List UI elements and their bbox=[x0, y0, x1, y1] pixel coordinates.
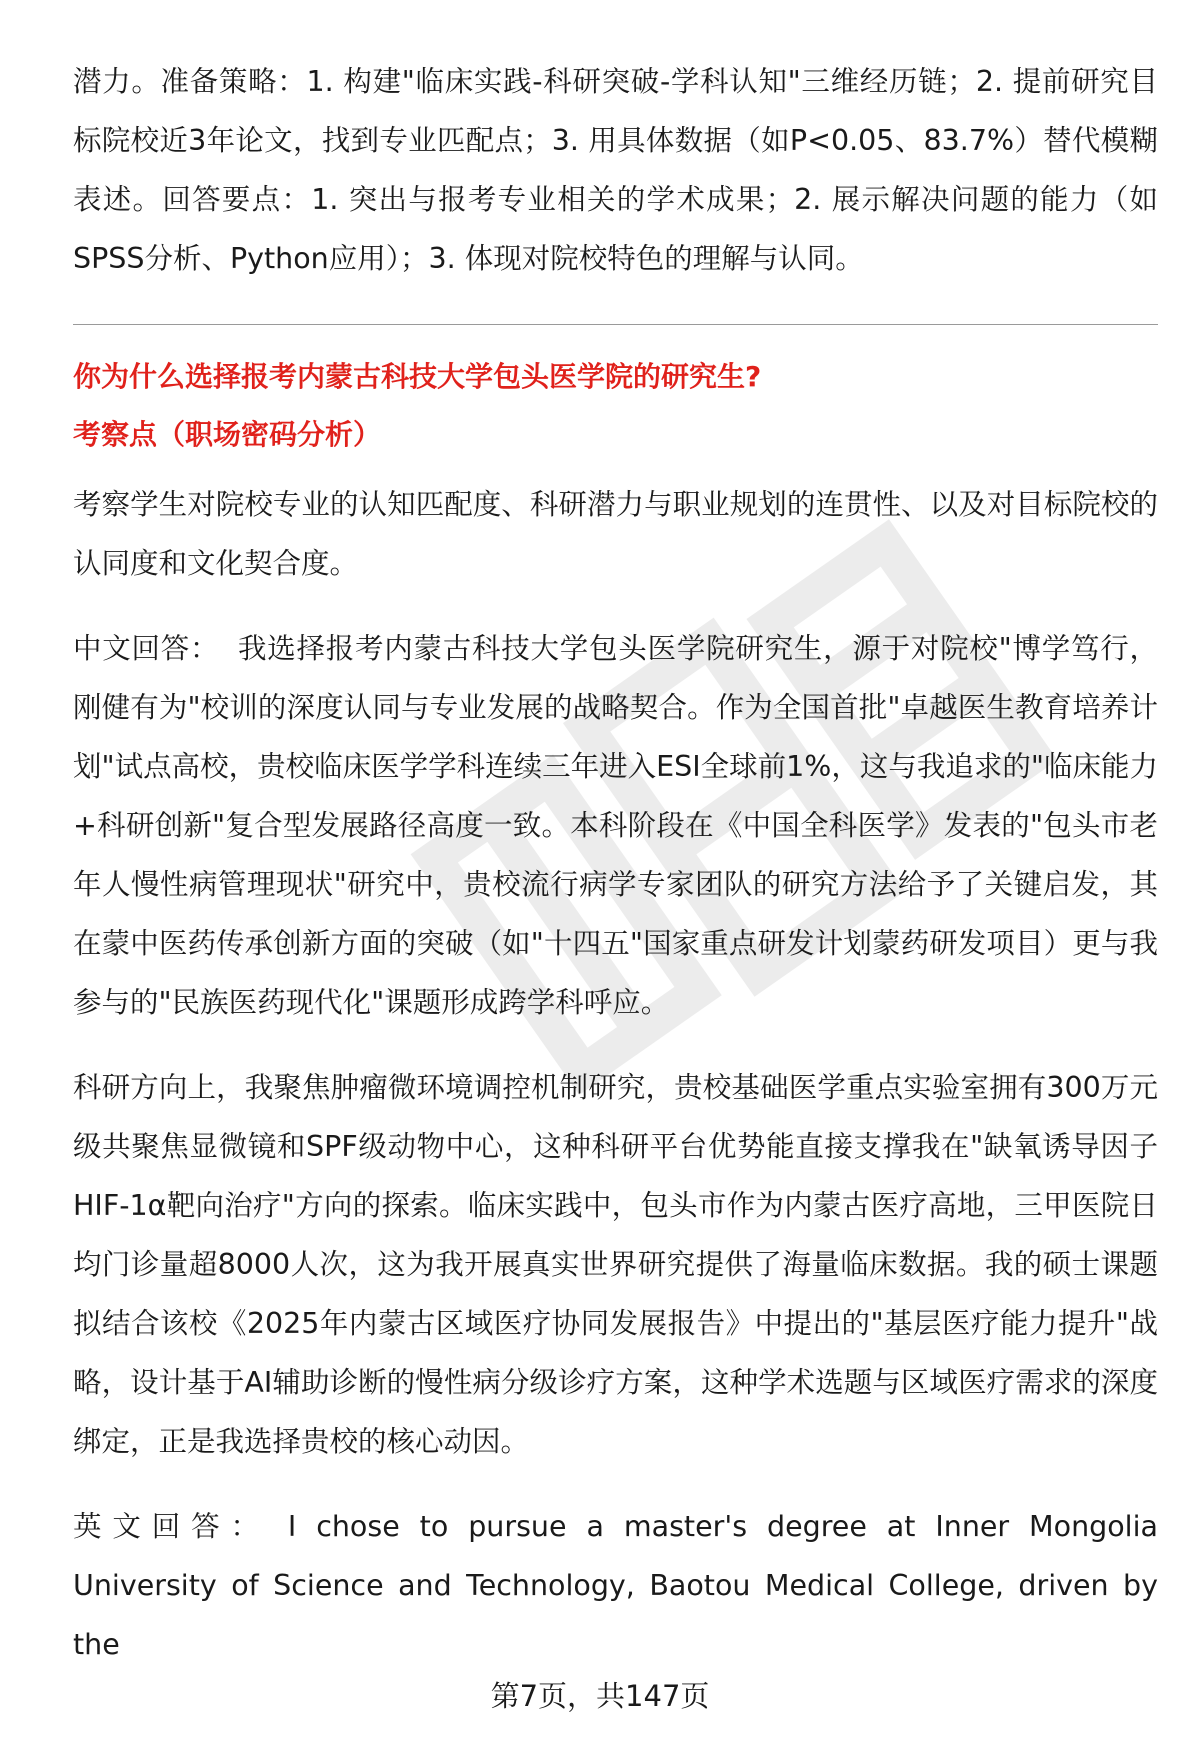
english-answer-label: 英文回答： bbox=[73, 1510, 270, 1543]
document-body bbox=[73, 52, 1158, 1674]
intro-paragraph: 潜力。准备策略：1. 构建"临床实践-科研突破-学科认知"三维经历链；2. 提前研究目标院校近3年论文，找到专业匹配点；3. 用具体数据（如P<0.05、83.7%）替代模糊表述。回答要点：1. 突出与报考专业相关的学术成果；2. 展示解决问题的能力（如SPSS分析、Python应用）；3. 体现对院校特色的理解与认同。 bbox=[73, 65, 1158, 275]
english-answer-paragraph bbox=[73, 1497, 1158, 1674]
chinese-answer-text-1: 我选择报考内蒙古科技大学包头医学院研究生，源于对院校"博学笃行，刚健有为"校训的深度认同与专业发展的战略契合。作为全国首批"卓越医生教育培养计划"试点高校，贵校临床医学学科连续三年进入ESI全球前1%，这与我追求的"临床能力+科研创新"复合型发展路径高度一致。本科阶段在《中国全科医学》发表的"包头市老年人慢性病管理现状"研究中，贵校流行病学专家团队的研究方法给予了关键启发，其在蒙中医药传承创新方面的突破（如"十四五"国家重点研发计划蒙药研发项目）更与我参与的"民族医药现代化"课题形成跨学科呼应。 bbox=[73, 632, 1158, 1019]
question-title: 你为什么选择报考内蒙古科技大学包头医学院的研究生? bbox=[73, 360, 762, 393]
analysis-paragraph: 考察学生对院校专业的认知匹配度、科研潜力与职业规划的连贯性、以及对目标院校的认同度和文化契合度。 bbox=[73, 488, 1158, 580]
section-divider bbox=[73, 324, 1158, 325]
chinese-answer-paragraph-1 bbox=[73, 619, 1158, 1032]
analysis-subheading: 考察点（职场密码分析） bbox=[73, 418, 382, 451]
chinese-answer-paragraph-2: 科研方向上，我聚焦肿瘤微环境调控机制研究，贵校基础医学重点实验室拥有300万元级共聚焦显微镜和SPF级动物中心，这种科研平台优势能直接支撑我在"缺氧诱导因子HIF-1α靶向治疗"方向的探索。临床实践中，包头市作为内蒙古医疗高地，三甲医院日均门诊量超8000人次，这为我开展真实世界研究提供了海量临床数据。我的硕士课题拟结合该校《2025年内蒙古区域医疗协同发展报告》中提出的"基层医疗能力提升"战略，设计基于AI辅助诊断的慢性病分级诊疗方案，这种学术选题与区域医疗需求的深度绑定，正是我选择贵校的核心动因。 bbox=[73, 1071, 1158, 1458]
page-indicator: 第7页，共147页 bbox=[490, 1679, 710, 1713]
english-answer-text: I chose to pursue a master's degree at Inner Mongolia University of Science and Technology, Baotou Medical College, driven by the bbox=[73, 1510, 1158, 1661]
chinese-answer-label: 中文回答： bbox=[73, 632, 220, 665]
